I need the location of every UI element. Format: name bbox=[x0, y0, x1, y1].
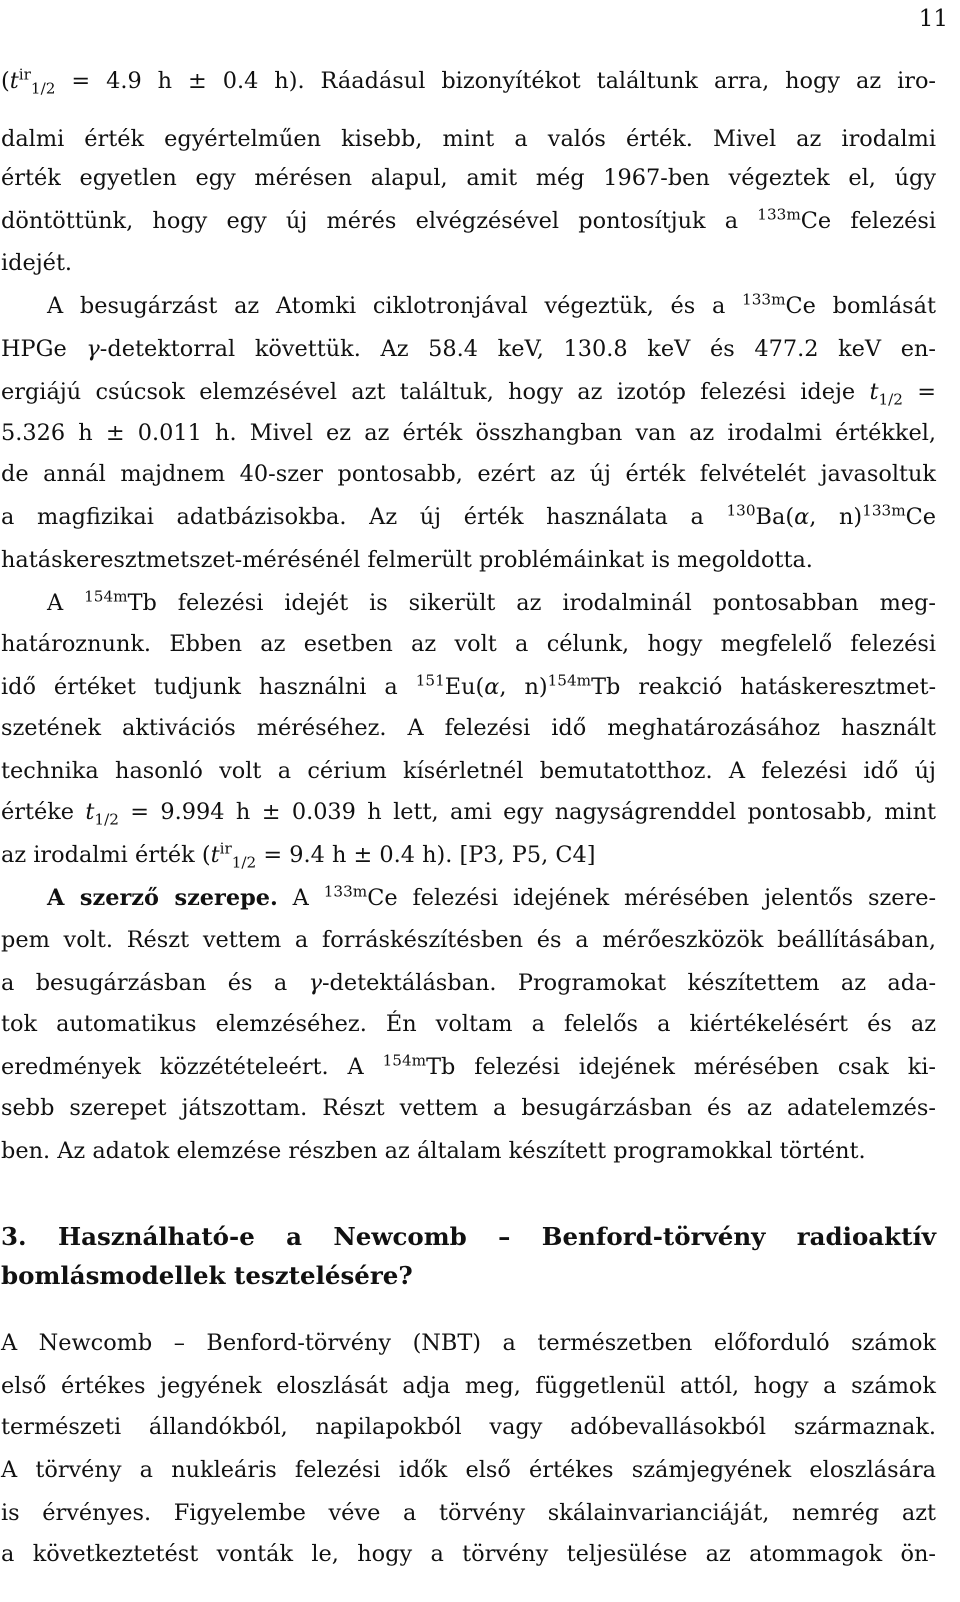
text-line: a besugárzásban és a γ-detektálásban. Programokat készítettem az ada- bbox=[1, 970, 937, 996]
text-line: A szerző szerepe. A $^{133m}$Ce felezési idejének mérésében jelentős szere- bbox=[47, 882, 937, 911]
text-line: érték egyetlen egy mérésen alapul, amit még 1967-ben végeztek el, úgy bbox=[1, 165, 936, 191]
text-line: eredmények közzétételeért. A $^{154m}$Tb felezési idejének mérésében csak ki- bbox=[1, 1051, 936, 1080]
text-line: A besugárzást az Atomki ciklotronjával végeztük, és a $^{133m}$Ce bomlását bbox=[47, 290, 937, 319]
text-line: A Newcomb – Benford-törvény (NBT) a természetben előforduló számok bbox=[1, 1330, 936, 1356]
text-line: A törvény a nukleáris felezési idők első értékes számjegyének eloszlására bbox=[1, 1457, 936, 1483]
text-line: hatáskeresztmetszet-mérésénél felmerült problémáinkat is megoldotta. bbox=[1, 547, 813, 573]
text-line: az irodalmi érték ($t^{ir}_{1/2} = 9.4$ h ± 0.4 h). [P3, P5, C4] bbox=[1, 839, 596, 872]
text-line: ergiájú csúcsok elemzésével azt találtuk, hogy az izotóp felezési ideje $t_{1/2}$ = bbox=[1, 379, 936, 409]
text-line: döntöttünk, hogy egy új mérés elvégzésével pontosítjuk a $^{133m}$Ce felezési bbox=[1, 205, 937, 234]
text-line: dalmi érték egyértelműen kisebb, mint a valós érték. Mivel az irodalmi bbox=[1, 126, 936, 152]
text-line: de annál majdnem 40-szer pontosabb, ezért az új érték felvételét javasoltuk bbox=[1, 461, 936, 487]
section-title: Használható-e a Newcomb – Benford-törvény radioaktív bbox=[57, 1222, 937, 1251]
text-line: a magfizikai adatbázisokba. Az új érték használata a $^{130}$Ba(α, n)$^{133m}$Ce bbox=[1, 501, 937, 530]
text-line: 5.326 h ± 0.011 h. Mivel ez az érték összhangban van az irodalmi értékkel, bbox=[1, 420, 936, 446]
page-number: 11 bbox=[918, 6, 948, 32]
section-title-line-1 bbox=[1, 1219, 936, 1255]
text-line: A $^{154m}$Tb felezési idejét is sikerült az irodalminál pontosabban meg- bbox=[47, 587, 936, 616]
section-number: 3. bbox=[1, 1222, 27, 1251]
text-line: is érvényes. Figyelembe véve a törvény skálainvarianciáját, nemrég azt bbox=[1, 1500, 936, 1526]
text-line: első értékes jegyének eloszlását adja meg, függetlenül attól, hogy a számok bbox=[1, 1373, 936, 1399]
text-line: a következtetést vonták le, hogy a törvény teljesülése az atommagok ön- bbox=[1, 1541, 936, 1567]
text-line: ben. Az adatok elemzése részben az általam készített programokkal történt. bbox=[1, 1138, 866, 1164]
text-line: határoznunk. Ebben az esetben az volt a célunk, hogy megfelelő felezési bbox=[1, 631, 936, 657]
text-line: értéke $t_{1/2} = 9.994$ h ± 0.039 h lett, ami egy nagyságrenddel pontosabb, mint bbox=[1, 799, 937, 829]
text-line: HPGe γ-detektorral követtük. Az 58.4 keV, 130.8 keV és 477.2 keV en- bbox=[1, 336, 936, 362]
text-line: természeti állandókból, napilapokból vagy adóbevallásokból származnak. bbox=[1, 1414, 936, 1440]
text-line: idő értéket tudjunk használni a $^{151}$Eu(α, n)$^{154m}$Tb reakció hatáskeresztmet- bbox=[1, 671, 937, 700]
text-line: szetének aktivációs méréséhez. A felezési idő meghatározásához használt bbox=[1, 715, 936, 741]
text-line: sebb szerepet játszottam. Részt vettem a besugárzásban és az adatelemzés- bbox=[1, 1095, 936, 1121]
text-line: technika hasonló volt a cérium kísérletnél bemutatotthoz. A felezési idő új bbox=[1, 758, 936, 784]
text-line: ($t^{ir}_{1/2} = 4.9$ h ± 0.4 h). Ráadásul bizonyítékot találtunk arra, hogy az iro- bbox=[1, 65, 936, 98]
text-line: idejét. bbox=[1, 250, 73, 276]
text-line: tok automatikus elemzéséhez. Én voltam a felelős a kiértékelésért és az bbox=[1, 1011, 936, 1037]
section-title-line-2: bomlásmodellek tesztelésére? bbox=[1, 1261, 413, 1290]
text-line: pem volt. Részt vettem a forráskészítésben és a mérőeszközök beállításában, bbox=[1, 927, 936, 953]
